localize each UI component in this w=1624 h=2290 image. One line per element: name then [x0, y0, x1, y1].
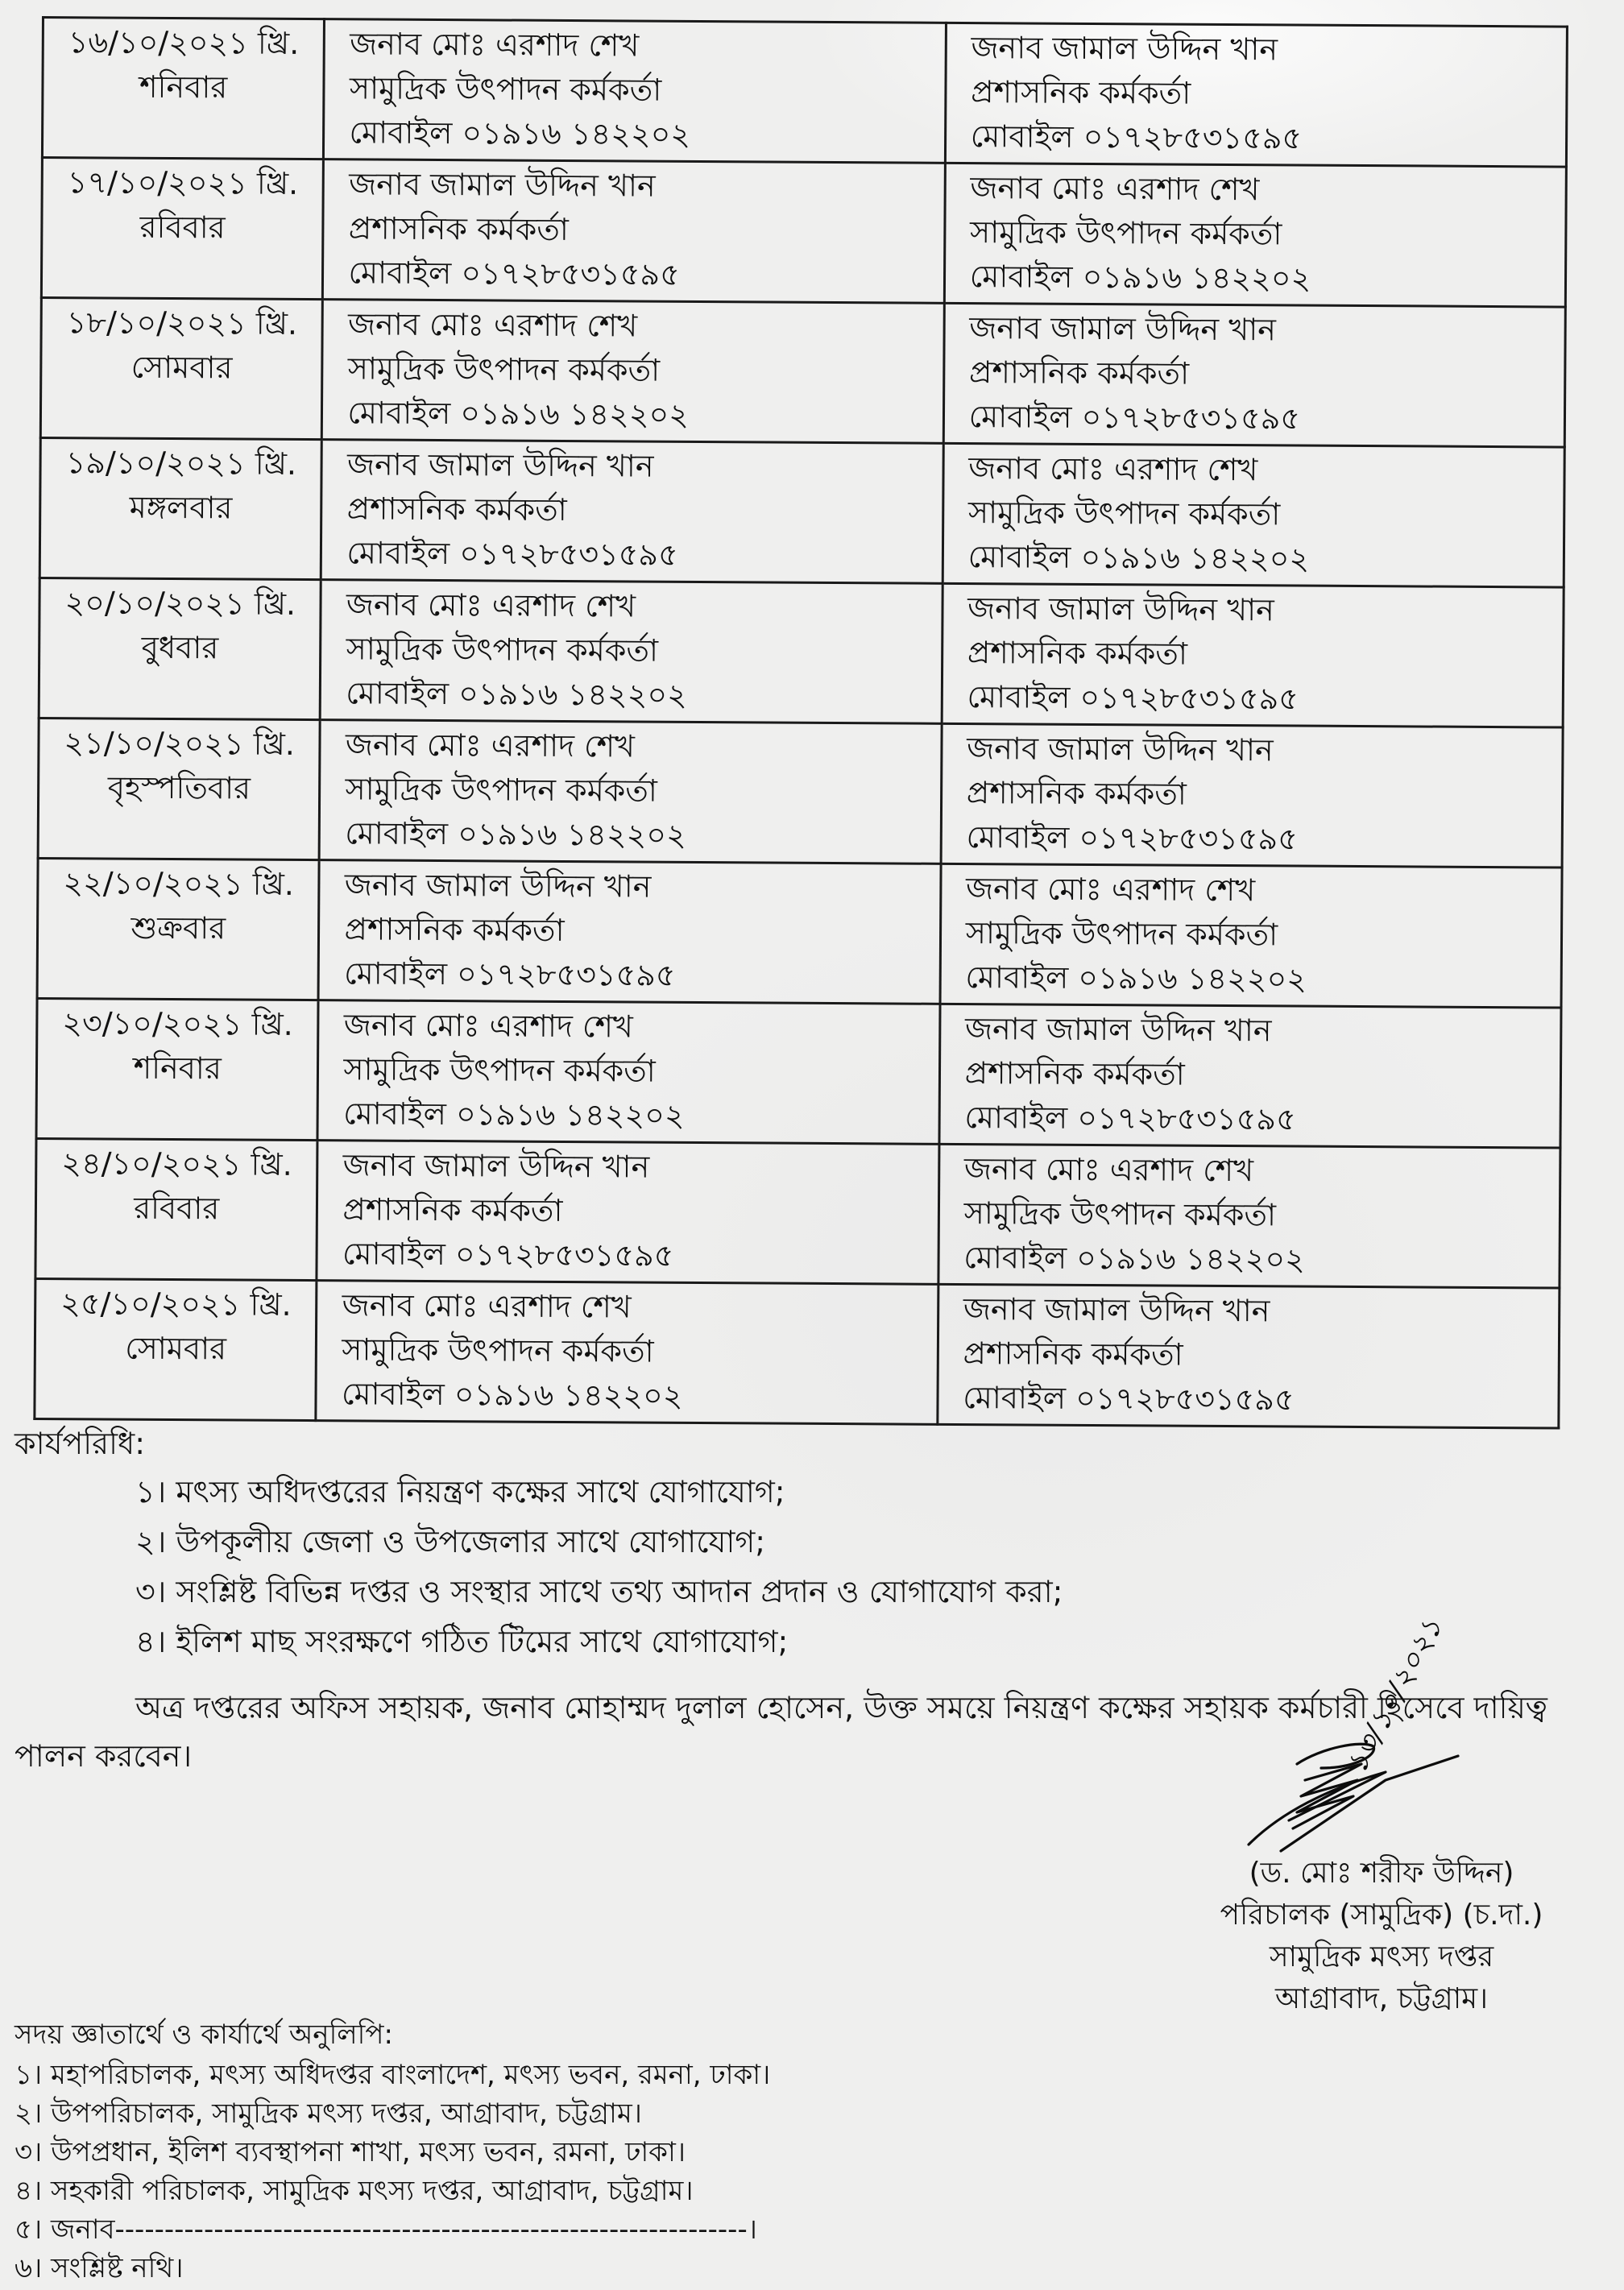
- officer-title: প্রশাসনিক কর্মকর্তা: [966, 775, 1187, 812]
- date-cell: [42, 18, 325, 159]
- officer-name: জনাব মোঃ এরশাদ শেখ: [345, 727, 636, 764]
- officer-mobile: মোবাইল ০১৭২৮৫৩১৫৯৫: [967, 679, 1299, 717]
- primary-officer-cell: [322, 300, 944, 444]
- officer-mobile: মোবাইল ০১৯১৬ ১৪২২০২: [341, 1376, 683, 1414]
- officer-title: প্রশাসনিক কর্মকর্তা: [346, 491, 567, 528]
- officer-name: জনাব মোঃ এরশাদ শেখ: [342, 1287, 632, 1325]
- roster-row: [35, 1138, 1560, 1288]
- duty-day: রবিবার: [139, 209, 226, 246]
- officer-name: জনাব মোঃ এরশাদ শেখ: [966, 871, 1256, 909]
- copy-to-heading: সদয় জ্ঞাতার্থে ও কার্যার্থে অনুলিপি:: [14, 2019, 393, 2051]
- officer-mobile: মোবাইল ০১৯১৬ ১৪২২০২: [343, 1095, 685, 1133]
- duty-day: শনিবার: [133, 1050, 222, 1087]
- duty-day: মঙ্গলবার: [129, 489, 233, 526]
- officer-title: প্রশাসনিক কর্মকর্তা: [342, 1191, 563, 1228]
- officer-mobile: মোবাইল ০১৭২৮৫৩১৫৯৫: [348, 255, 680, 292]
- officer-title: প্রশাসনিক কর্মকর্তা: [968, 354, 1190, 391]
- date-cell: [39, 437, 322, 579]
- duty-day: বুধবার: [141, 629, 219, 666]
- primary-officer-cell: [321, 440, 943, 584]
- scope-item: ৩। সংশ্লিষ্ট বিভিন্ন দপ্তর ও সংস্থার সাথে তথ্য আদান প্রদান ও যোগাযোগ করা;: [135, 1574, 1063, 1609]
- secondary-officer-cell: [938, 1144, 1560, 1288]
- scope-list: [135, 1468, 1063, 1667]
- officer-mobile: মোবাইল ০১৯১৬ ১৪২২০২: [347, 395, 690, 433]
- officer-name: জনাব মোঃ এরশাদ শেখ: [963, 1151, 1254, 1189]
- roster-row: [37, 858, 1562, 1008]
- signer-name: (ড. মোঃ শরীফ উদ্দিন): [1249, 1857, 1514, 1890]
- officer-name: জনাব জামাল উদ্দিন খান: [342, 1147, 650, 1185]
- roster-row: [40, 298, 1565, 448]
- officer-mobile: মোবাইল ০১৭২৮৫৩১৫৯৫: [342, 1236, 674, 1273]
- duty-date: ২১/১০/২০২১ খ্রি.: [64, 725, 296, 762]
- roster-row: [41, 158, 1566, 308]
- officer-title: সামুদ্রিক উৎপাদন কর্মকর্তা: [347, 350, 661, 388]
- officer-mobile: মোবাইল ০১৭২৮৫৩১৫৯৫: [344, 955, 676, 993]
- secondary-officer-cell: [945, 23, 1567, 167]
- date-cell: [41, 158, 324, 300]
- duty-date: ১৭/১০/২০২১ খ্রি.: [67, 164, 299, 201]
- secondary-officer-cell: [939, 1004, 1561, 1148]
- copy-to-list: [14, 2056, 770, 2288]
- date-cell: [38, 718, 321, 859]
- officer-name: জনাব মোঃ এরশাদ শেখ: [343, 1007, 633, 1045]
- duty-date: ১৬/১০/২০২১ খ্রি.: [68, 24, 300, 61]
- copy-to-item: ৩। উপপ্রধান, ইলিশ ব্যবস্থাপনা শাখা, মৎস্য ভবন, রমনা, ঢাকা।: [14, 2136, 686, 2168]
- officer-name: জনাব জামাল উদ্দিন খান: [349, 166, 656, 204]
- officer-title: সামুদ্রিক উৎপাদন কর্মকর্তা: [965, 915, 1278, 953]
- duty-date: ২০/১০/২০২১ খ্রি.: [64, 585, 296, 622]
- secondary-officer-cell: [941, 723, 1563, 868]
- duty-date: ১৯/১০/২০২১ খ্রি.: [65, 445, 297, 482]
- officer-mobile: মোবাইল ০১৭২৮৫৩১৫৯৫: [966, 819, 1298, 857]
- duty-day: রবিবার: [134, 1190, 220, 1227]
- officer-name: জনাব জামাল উদ্দিন খান: [967, 590, 1274, 628]
- date-cell: [39, 578, 321, 719]
- secondary-officer-cell: [942, 443, 1564, 587]
- secondary-officer-cell: [944, 163, 1566, 307]
- officer-name: জনাব মোঃ এরশাদ শেখ: [346, 586, 636, 624]
- secondary-officer-cell: [943, 303, 1565, 447]
- officer-mobile: মোবাইল ০১৯১৬ ১৪২২০২: [349, 114, 691, 152]
- secondary-officer-cell: [938, 1284, 1560, 1428]
- duty-date: ২২/১০/২০২১ খ্রি.: [63, 865, 295, 902]
- duty-day: শনিবার: [139, 68, 228, 106]
- primary-officer-cell: [317, 1000, 939, 1145]
- primary-officer-cell: [316, 1281, 938, 1425]
- officer-name: জনাব মোঃ এরশাদ শেখ: [968, 450, 1258, 488]
- date-cell: [40, 298, 323, 440]
- officer-mobile: মোবাইল ০১৯১৬ ১৪২২০২: [345, 815, 686, 853]
- primary-officer-cell: [323, 159, 945, 304]
- signer-office: সামুদ্রিক মৎস্য দপ্তর: [1269, 1940, 1494, 1973]
- roster-row: [35, 1278, 1560, 1428]
- signer-block: [1192, 1853, 1571, 2020]
- secondary-officer-cell: [940, 863, 1562, 1008]
- officer-title: প্রশাসনিক কর্মকর্তা: [344, 911, 565, 948]
- date-cell: [35, 1138, 318, 1280]
- roster-row: [39, 578, 1564, 727]
- scope-item: ৪। ইলিশ মাছ সংরক্ষণে গঠিত টিমের সাথে যোগাযোগ;: [135, 1624, 789, 1659]
- officer-name: জনাব জামাল উদ্দিন খান: [969, 310, 1276, 348]
- paragraph-line-2: পালন করবেন।: [14, 1738, 193, 1774]
- officer-title: প্রশাসনিক কর্মকর্তা: [967, 635, 1188, 672]
- officer-mobile: মোবাইল ০১৭২৮৫৩১৫৯৫: [346, 535, 678, 573]
- officer-mobile: মোবাইল ০১৯১৬ ১৪২২০২: [965, 959, 1307, 997]
- copy-to-item: ৪। সহকারী পরিচালক, সামুদ্রিক মৎস্য দপ্তর, আগ্রাবাদ, চট্টগ্রাম।: [14, 2175, 694, 2207]
- officer-title: সামুদ্রিক উৎপাদন কর্মকর্তা: [963, 1195, 1277, 1233]
- duty-date: ২৩/১০/২০২১ খ্রি.: [62, 1005, 293, 1042]
- paragraph-line-1: অত্র দপ্তরের অফিস সহায়ক, জনাব মোহাম্মদ দুলাল হোসেন, উক্ত সময়ে নিয়ন্ত্রণ কক্ষের সহায়ক কর্মচারী হিসেবে দায়িত্ব: [135, 1690, 1547, 1725]
- officer-title: প্রশাসনিক কর্মকর্তা: [348, 210, 569, 247]
- officer-name: জনাব জামাল উদ্দিন খান: [964, 1011, 1272, 1049]
- officer-mobile: মোবাইল ০১৯১৬ ১৪২২০২: [963, 1240, 1305, 1278]
- copy-to-item: ১। মহাপরিচালক, মৎস্য অধিদপ্তর বাংলাদেশ, মৎস্য ভবন, রমনা, ঢাকা।: [14, 2059, 771, 2091]
- primary-officer-cell: [324, 19, 946, 164]
- officer-title: সামুদ্রিক উৎপাদন কর্মকর্তা: [342, 1331, 654, 1369]
- secondary-officer-cell: [942, 583, 1564, 727]
- date-cell: [36, 998, 319, 1140]
- handwritten-date: ১৩/১০/২০২১: [1340, 1613, 1450, 1779]
- officer-title: প্রশাসনিক কর্মকর্তা: [963, 1335, 1183, 1373]
- officer-title: সামুদ্রিক উৎপাদন কর্মকর্তা: [967, 495, 1281, 532]
- signer-designation: পরিচালক (সামুদ্রিক) (চ.দা.): [1220, 1899, 1543, 1932]
- copy-to-item: ২। উপপরিচালক, সামুদ্রিক মৎস্য দপ্তর, আগ্রাবাদ, চট্টগ্রাম।: [14, 2097, 642, 2130]
- officer-mobile: মোবাইল ০১৭২৮৫৩১৫৯৫: [970, 118, 1303, 156]
- duty-date: ২৫/১০/২০২১ খ্রি.: [60, 1286, 292, 1323]
- officer-mobile: মোবাইল ০১৭২৮৫৩১৫৯৫: [964, 1099, 1296, 1137]
- officer-title: সামুদ্রিক উৎপাদন কর্মকর্তা: [346, 631, 659, 669]
- date-cell: [37, 858, 320, 1000]
- officer-mobile: মোবাইল ০১৯১৬ ১৪২২০২: [346, 675, 687, 713]
- officer-name: জনাব জামাল উদ্দিন খান: [346, 446, 654, 484]
- duty-day: শুক্রবার: [130, 909, 226, 946]
- primary-officer-cell: [319, 860, 941, 1004]
- officer-title: সামুদ্রিক উৎপাদন কর্মকর্তা: [345, 771, 658, 809]
- primary-officer-cell: [321, 580, 942, 724]
- duty-day: বৃহস্পতিবার: [107, 769, 251, 806]
- signer-address: আগ্রাবাদ, চট্টগ্রাম।: [1274, 1982, 1489, 2015]
- duty-date: ১৮/১০/২০২১ খ্রি.: [66, 304, 298, 342]
- scope-heading: কার্যপরিধি:: [14, 1426, 146, 1461]
- officer-title: সামুদ্রিক উৎপাদন কর্মকর্তা: [343, 1051, 656, 1089]
- duty-day: সোমবার: [130, 349, 233, 386]
- roster-row: [38, 718, 1563, 868]
- officer-name: জনাব জামাল উদ্দিন খান: [967, 731, 1274, 768]
- officer-name: জনাব মোঃ এরশাদ শেখ: [970, 170, 1260, 208]
- duty-day: সোমবার: [125, 1330, 227, 1367]
- officer-mobile: মোবাইল ০১৭২৮৫৩১৫৯৫: [968, 399, 1301, 437]
- officer-mobile: মোবাইল ০১৯১৬ ১৪২২০২: [967, 539, 1310, 577]
- roster-row: [42, 18, 1567, 168]
- officer-name: জনাব জামাল উদ্দিন খান: [971, 30, 1278, 68]
- officer-name: জনাব মোঃ এরশাদ শেখ: [350, 26, 640, 64]
- officer-name: জনাব মোঃ এরশাদ শেখ: [348, 306, 638, 344]
- duty-date: ২৪/১০/২০২১ খ্রি.: [61, 1145, 292, 1182]
- duty-roster-table: [33, 16, 1568, 1430]
- date-cell: [35, 1278, 317, 1420]
- officer-title: প্রশাসনিক কর্মকর্তা: [964, 1055, 1185, 1092]
- scope-item: ১। মৎস্য অধিদপ্তরের নিয়ন্ত্রণ কক্ষের সাথে যোগাযোগ;: [135, 1474, 785, 1509]
- officer-name: জনাব জামাল উদ্দিন খান: [344, 867, 652, 905]
- officer-name: জনাব জামাল উদ্দিন খান: [963, 1291, 1270, 1329]
- officer-title: সামুদ্রিক উৎপাদন কর্মকর্তা: [969, 214, 1282, 252]
- scope-item: ২। উপকূলীয় জেলা ও উপজেলার সাথে যোগাযোগ;: [135, 1524, 766, 1559]
- officer-mobile: মোবাইল ০১৯১৬ ১৪২২০২: [969, 259, 1311, 296]
- roster-row: [39, 437, 1564, 587]
- copy-to-item: ৫। জনাব----------------------------------------------------------------।: [14, 2213, 757, 2246]
- officer-title: সামুদ্রিক উৎপাদন কর্মকর্তা: [349, 70, 662, 108]
- officer-mobile: মোবাইল ০১৭২৮৫৩১৫৯৫: [963, 1380, 1295, 1418]
- handwritten-signature: [1200, 1732, 1619, 1853]
- primary-officer-cell: [320, 720, 942, 864]
- roster-row: [36, 998, 1561, 1148]
- primary-officer-cell: [317, 1141, 938, 1285]
- copy-to-item: ৬। সংশ্লিষ্ট নথি।: [14, 2252, 184, 2284]
- officer-title: প্রশাসনিক কর্মকর্তা: [971, 74, 1191, 111]
